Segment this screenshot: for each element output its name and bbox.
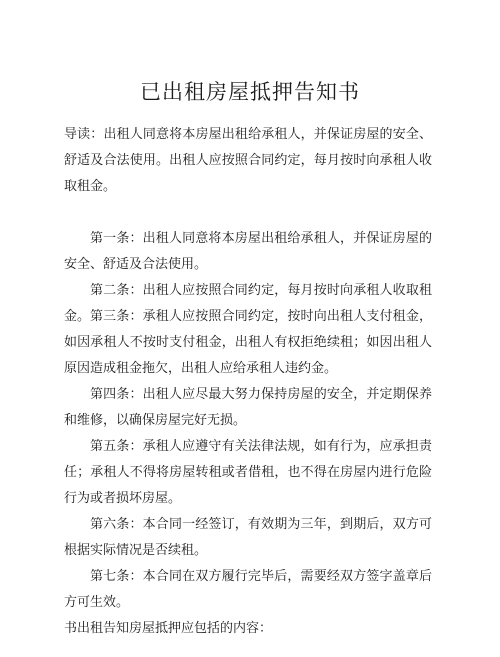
clause-1: 第一条：出租人同意将本房屋出租给承租人，并保证房屋的安全、舒适及合法使用。	[64, 231, 432, 272]
clause-2: 第二条：出租人应按照合同约定，每月按时向承租人收取租金。	[64, 283, 432, 324]
document-title: 已出租房屋抵押告知书	[140, 80, 360, 104]
clause-3: 第三条：承租人应按照合同约定，按时向出租人支付租金，如因承租人不按时支付租金，出租人有权拒绝续租；如因出租人原因造成租金拖欠，出租人应给承租人违约金。	[64, 309, 432, 376]
intro-paragraph: 导读：出租人同意将本房屋出租给承租人，并保证房屋的安全、舒适及合法使用。出租人应按照合同约定，每月按时向承租人收取租金。	[64, 127, 432, 194]
clause-5: 第五条：承租人应遵守有关法律法规，如有行为，应承担责任；承租人不得将房屋转租或者借租，也不得在房屋内进行危险行为或者损坏房屋。	[64, 439, 432, 506]
clause-7: 第七条：本合同在双方履行完毕后，需要经双方签字盖章后方可生效。	[64, 569, 432, 610]
clause-6: 第六条：本合同一经签订，有效期为三年，到期后，双方可根据实际情况是否续租。	[64, 517, 432, 558]
closing-line: 书出租告知房屋抵押应包括的内容：	[64, 621, 273, 636]
clause-4: 第四条：出租人应尽最大努力保持房屋的安全，并定期保养和维修，以确保房屋完好无损。	[64, 387, 432, 428]
